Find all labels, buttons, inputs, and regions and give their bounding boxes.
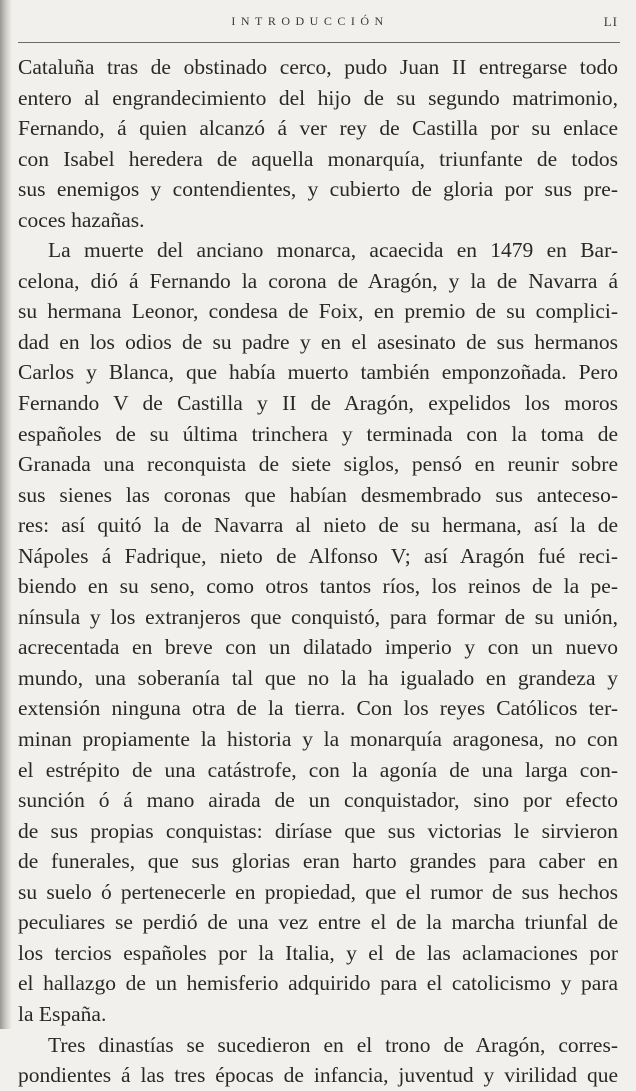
text-line: La muerte del anciano monarca, acaecida en 1479 en Bar- xyxy=(48,238,618,263)
header-rule xyxy=(18,42,620,43)
text-line: Tres dinastías se sucedieron en el trono de Aragón, corres- xyxy=(48,1032,618,1057)
text-line: Granada una reconquista de siete siglos, pensó en reunir sobre xyxy=(18,452,618,477)
text-line: su hermana Leonor, condesa de Foix, en premio de su complici- xyxy=(18,299,618,324)
body-text xyxy=(18,52,618,1091)
text-line: acrecentada en breve con un dilatado imperio y con un nuevo xyxy=(18,635,618,660)
text-line: sus enemigos y contendientes, y cubierto de gloria por sus pre- xyxy=(18,177,618,202)
binding-gutter-shadow xyxy=(0,0,12,1029)
text-line: con Isabel heredera de aquella monarquía, triunfante de todos xyxy=(18,146,618,171)
text-line: de sus propias conquistas: diríase que sus victorias le sirvieron xyxy=(18,818,618,843)
text-line: Nápoles á Fadrique, nieto de Alfonso V; así Aragón fué reci- xyxy=(18,543,618,568)
text-line: la España. xyxy=(18,1001,107,1026)
text-line: su suelo ó pertenecerle en propiedad, que el rumor de sus hechos xyxy=(18,879,618,904)
text-line: coces hazañas. xyxy=(18,207,145,232)
text-line: nínsula y los extranjeros que conquistó, para formar de su unión, xyxy=(18,604,618,629)
text-line: mundo, una soberanía tal que no la ha igualado en grandeza y xyxy=(18,665,618,690)
page-number: LI xyxy=(603,14,618,29)
text-line: el hallazgo de un hemisferio adquirido para el catolicismo y para xyxy=(18,971,618,996)
text-line: celona, dió á Fernando la corona de Aragón, y la de Navarra á xyxy=(18,268,618,293)
text-line: entero al engrandecimiento del hijo de su segundo matrimonio, xyxy=(18,85,618,110)
text-line: el estrépito de una catástrofe, con la agonía de una larga con- xyxy=(18,757,618,782)
text-line: res: así quitó la de Navarra al nieto de su hermana, así la de xyxy=(18,513,618,538)
text-line: Fernando V de Castilla y II de Aragón, expelidos los moros xyxy=(18,391,618,416)
text-line: los tercios españoles por la Italia, y el de las aclamaciones por xyxy=(18,940,618,965)
text-line: sus sienes las coronas que habían desmembrado sus anteceso- xyxy=(18,482,618,507)
text-line: Fernando, á quien alcanzó á ver rey de Castilla por su enlace xyxy=(18,116,618,141)
text-line: pondientes á las tres épocas de infancia, juventud y virilidad que xyxy=(18,1063,618,1088)
text-line: extensión ninguna otra de la tierra. Con los reyes Católicos ter- xyxy=(18,696,618,721)
text-line: minan propiamente la historia y la monarquía aragonesa, no con xyxy=(18,727,618,752)
text-line: Carlos y Blanca, que había muerto también emponzoñada. Pero xyxy=(18,360,618,385)
text-line: españoles de su última trinchera y terminada con la toma de xyxy=(18,421,618,446)
text-line: Cataluña tras de obstinado cerco, pudo Juan II entregarse todo xyxy=(18,55,618,79)
text-line: dad en los odios de su padre y en el asesinato de sus hermanos xyxy=(18,329,618,354)
text-line: sunción ó á mano airada de un conquistador, sino por efecto xyxy=(18,788,618,813)
running-head xyxy=(0,14,636,38)
running-title: INTRODUCCIÓN xyxy=(231,14,389,28)
text-line: biendo en su seno, como otros tantos ríos, los reinos de la pe- xyxy=(18,574,618,599)
text-line: peculiares se perdió de una vez entre el de la marcha triunfal de xyxy=(18,910,618,935)
text-line: de funerales, que sus glorias eran harto grandes para caber en xyxy=(18,849,618,874)
